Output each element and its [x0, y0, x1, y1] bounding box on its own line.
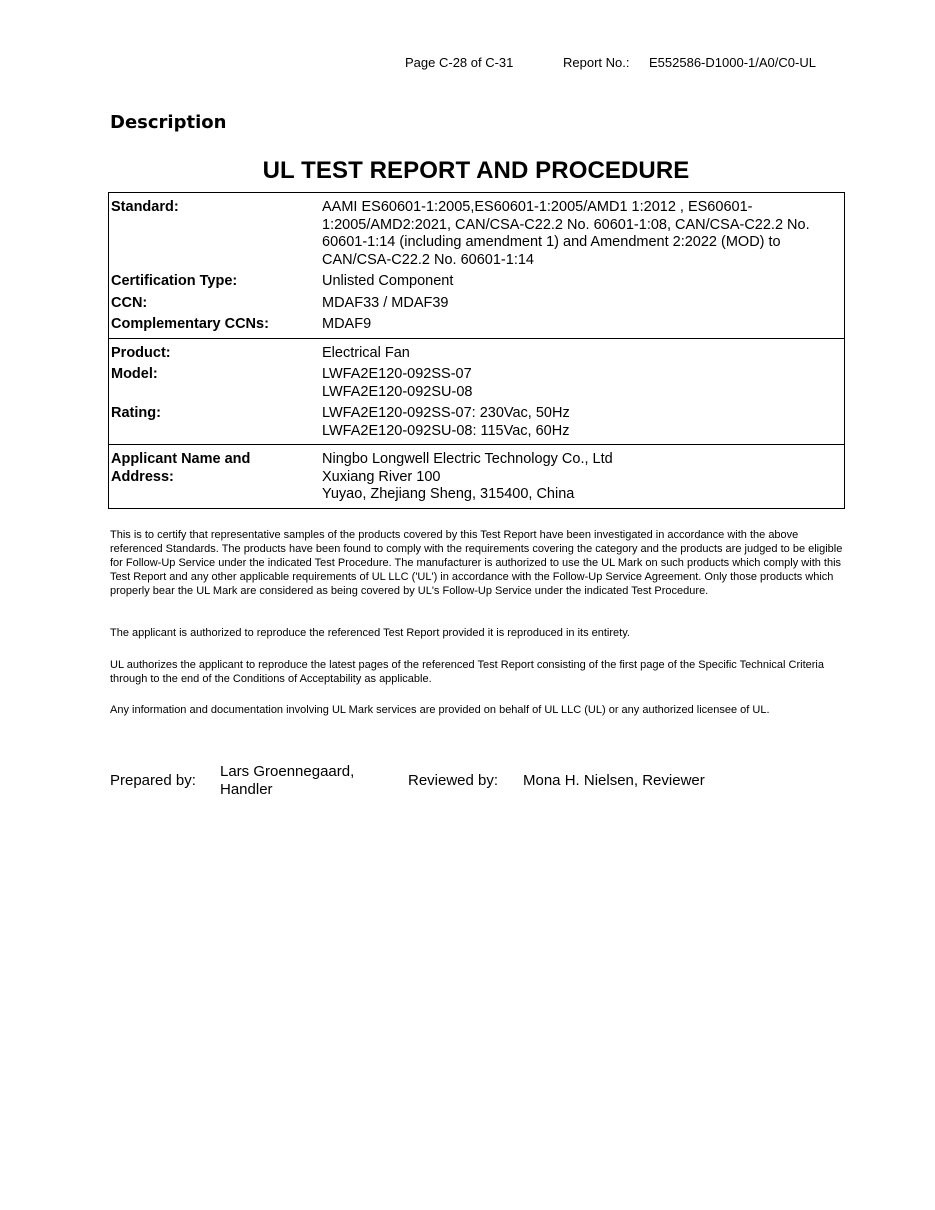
- product-label: Product:: [111, 344, 171, 361]
- ccn-value: MDAF33 / MDAF39: [322, 294, 449, 311]
- product-block: [109, 338, 844, 445]
- certification-paragraph: This is to certify that representative samples of the products covered by this Test Report have been investigated in accordance with the above referenced Standards. The products have been found to comply with the requirements covering the category and the products are judged to be eligible for Follow-Up Service under the indicated Test Procedure. The manufacturer is authorized to use the UL Mark on such products which comply with this Test Report and any other applicable requirements of UL LLC ('UL') in accordance with the Follow-Up Service Agreement. Only those products which properly bear the UL Mark are considered as being covered by UL's Follow-Up Service under the indicated Test Procedure.: [110, 529, 843, 597]
- standards-block: [109, 193, 844, 338]
- applicant-line: Yuyao, Zhejiang Sheng, 315400, China: [322, 486, 575, 502]
- prepared-by-label: Prepared by:: [110, 772, 196, 789]
- certification-type-label: Certification Type:: [111, 273, 238, 289]
- applicant-line: Ningbo Longwell Electric Technology Co., Ltd: [322, 451, 613, 467]
- standard-label: Standard:: [111, 199, 179, 215]
- rating-label: Rating:: [111, 405, 161, 421]
- applicant-label-line: Address:: [111, 468, 174, 485]
- standard-line: AAMI ES60601-1:2005,ES60601-1:2005/AMD1 1:2012 , ES60601-: [322, 199, 753, 215]
- complementary-ccns-row: [109, 316, 844, 334]
- certification-type-value: Unlisted Component: [322, 273, 454, 289]
- report-number-label: Report No.:: [563, 55, 630, 70]
- reproduction-paragraph: The applicant is authorized to reproduce the referenced Test Report provided it is reproduced in its entirety.: [110, 627, 630, 639]
- applicant-label-line: Applicant Name and: [111, 451, 251, 467]
- authorization-paragraph: UL authorizes the applicant to reproduce the latest pages of the referenced Test Report consisting of the first page of the Specific Technical Criteria through to the end of the Conditions of Acceptability as applicable.: [110, 659, 824, 685]
- standard-line: CAN/CSA-C22.2 No. 60601-1:14: [322, 251, 534, 268]
- ul-mark-paragraph: Any information and documentation involving UL Mark services are provided on behalf of UL LLC (UL) or any authorized licensee of UL.: [110, 704, 770, 716]
- model-line: LWFA2E120-092SU-08: [322, 383, 473, 400]
- report-number: E552586-D1000-1/A0/C0-UL: [649, 55, 816, 70]
- standard-line: 1:2005/AMD2:2021, CAN/CSA-C22.2 No. 60601-1:08, CAN/CSA-C22.2 No.: [322, 216, 810, 233]
- section-heading: Description: [110, 112, 227, 133]
- rating-line: LWFA2E120-092SS-07: 230Vac, 50Hz: [322, 405, 570, 421]
- applicant-row: [109, 451, 844, 504]
- rating-value: [322, 405, 844, 440]
- model-value: [322, 366, 844, 401]
- document-title: UL TEST REPORT AND PROCEDURE: [262, 157, 690, 184]
- rating-row: [109, 405, 844, 440]
- model-row: [109, 366, 844, 401]
- applicant-line: Xuxiang River 100: [322, 468, 441, 485]
- product-value: Electrical Fan: [322, 344, 410, 361]
- applicant-value: [322, 451, 844, 504]
- certification-type-row: [109, 273, 844, 291]
- standard-value: [322, 199, 844, 269]
- applicant-block: [109, 444, 844, 508]
- model-line: LWFA2E120-092SS-07: [322, 366, 472, 382]
- product-row: [109, 345, 844, 363]
- page-number: Page C-28 of C-31: [405, 55, 514, 70]
- report-summary-table: [108, 192, 845, 509]
- prepared-by-line: Lars Groennegaard,: [220, 763, 355, 780]
- complementary-ccns-label: Complementary CCNs:: [111, 316, 269, 332]
- prepared-by-name: [220, 763, 354, 799]
- rating-line: LWFA2E120-092SU-08: 115Vac, 60Hz: [322, 422, 570, 439]
- model-label: Model:: [111, 366, 158, 382]
- ccn-row: [109, 295, 844, 313]
- standard-row: [109, 199, 844, 269]
- standard-line: 60601-1:14 (including amendment 1) and Amendment 2:2022 (MOD) to: [322, 234, 781, 250]
- prepared-by-line: Handler: [220, 781, 273, 798]
- reviewed-by-name: Mona H. Nielsen, Reviewer: [523, 772, 705, 789]
- applicant-label: [109, 451, 322, 504]
- ccn-label: CCN:: [111, 294, 148, 311]
- complementary-ccns-value: MDAF9: [322, 316, 372, 332]
- reviewed-by-label: Reviewed by:: [408, 772, 499, 789]
